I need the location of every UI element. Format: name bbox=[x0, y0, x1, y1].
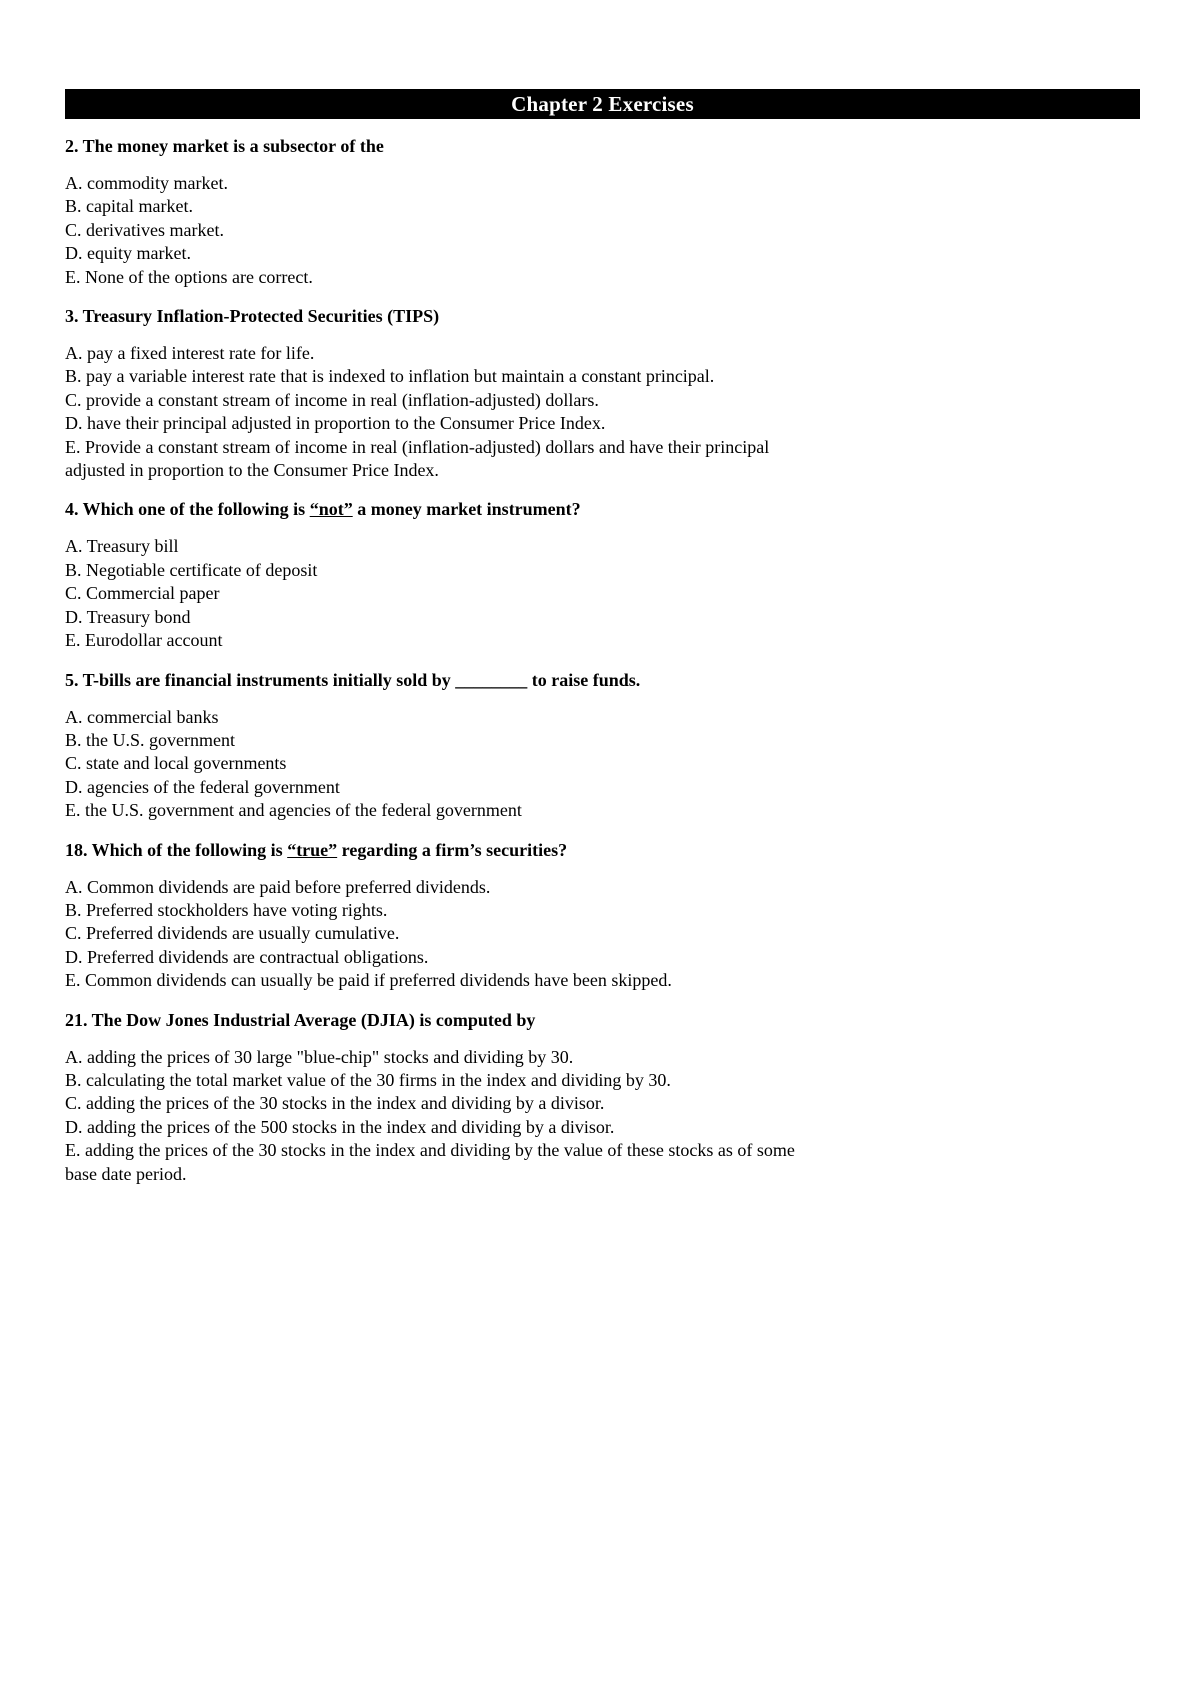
chapter-title: Chapter 2 Exercises bbox=[65, 89, 1140, 119]
answer-option: E. Common dividends can usually be paid if preferred dividends have been skipped. bbox=[65, 970, 672, 991]
answer-option: E. None of the options are correct. bbox=[65, 266, 313, 287]
question-text: 21. The Dow Jones Industrial Average (DJIA) is computed by bbox=[65, 1009, 536, 1030]
question-block bbox=[65, 305, 1140, 482]
answer-option: D. adding the prices of the 500 stocks in the index and dividing by a divisor. bbox=[65, 1116, 615, 1137]
answer-option: E. the U.S. government and agencies of the federal government bbox=[65, 800, 522, 821]
document-page bbox=[65, 89, 1140, 1186]
question-block bbox=[65, 1009, 1140, 1186]
answer-option: B. the U.S. government bbox=[65, 729, 235, 750]
answer-option: B. capital market. bbox=[65, 196, 193, 217]
answer-option: B. calculating the total market value of the 30 firms in the index and dividing by 30. bbox=[65, 1069, 671, 1090]
answer-option: D. have their principal adjusted in proportion to the Consumer Price Index. bbox=[65, 413, 606, 434]
answer-option: A. adding the prices of 30 large "blue-chip" stocks and dividing by 30. bbox=[65, 1046, 574, 1067]
answer-option: D. agencies of the federal government bbox=[65, 776, 340, 797]
answer-option: C. adding the prices of the 30 stocks in the index and dividing by a divisor. bbox=[65, 1093, 605, 1114]
question-block bbox=[65, 669, 1140, 823]
question-text: 3. Treasury Inflation-Protected Securities (TIPS) bbox=[65, 306, 440, 327]
answer-option: C. state and local governments bbox=[65, 753, 287, 774]
answer-option: A. Common dividends are paid before preferred dividends. bbox=[65, 876, 491, 897]
answer-option: C. provide a constant stream of income in real (inflation-adjusted) dollars. bbox=[65, 389, 599, 410]
answer-option: B. Negotiable certificate of deposit bbox=[65, 559, 318, 580]
answer-option: A. pay a fixed interest rate for life. bbox=[65, 343, 315, 364]
emphasis-true: “true” bbox=[287, 839, 338, 860]
answer-option: A. commercial banks bbox=[65, 706, 219, 727]
answer-option: C. Preferred dividends are usually cumulative. bbox=[65, 923, 400, 944]
question-text: 2. The money market is a subsector of the bbox=[65, 136, 384, 156]
answer-option: E. Eurodollar account bbox=[65, 630, 223, 651]
answer-option: E. Provide a constant stream of income in real (inflation-adjusted) dollars and have their principal adjusted in proportion to the Consumer Price Index. bbox=[65, 436, 770, 481]
emphasis-not: “not” bbox=[309, 499, 353, 520]
answer-option: E. adding the prices of the 30 stocks in the index and dividing by the value of these stocks as of some base date period. bbox=[65, 1140, 795, 1184]
answer-option: D. Treasury bond bbox=[65, 606, 191, 627]
question-block bbox=[65, 498, 1140, 652]
question-text: 5. T-bills are financial instruments initially sold by ________ to raise funds. bbox=[65, 669, 641, 690]
question-text: 4. Which one of the following is “not” a money market instrument? bbox=[65, 499, 581, 520]
answer-option: A. Treasury bill bbox=[65, 536, 179, 557]
question-text: 18. Which of the following is “true” regarding a firm’s securities? bbox=[65, 839, 568, 860]
answer-option: D. equity market. bbox=[65, 243, 191, 264]
question-block bbox=[65, 135, 1140, 289]
question-block bbox=[65, 839, 1140, 993]
answer-option: B. pay a variable interest rate that is indexed to inflation but maintain a constant principal. bbox=[65, 366, 715, 387]
answer-option: D. Preferred dividends are contractual obligations. bbox=[65, 946, 429, 967]
answer-option: B. Preferred stockholders have voting rights. bbox=[65, 899, 388, 920]
answer-option: A. commodity market. bbox=[65, 173, 228, 193]
answer-option: C. Commercial paper bbox=[65, 583, 220, 604]
answer-option: C. derivatives market. bbox=[65, 219, 224, 240]
